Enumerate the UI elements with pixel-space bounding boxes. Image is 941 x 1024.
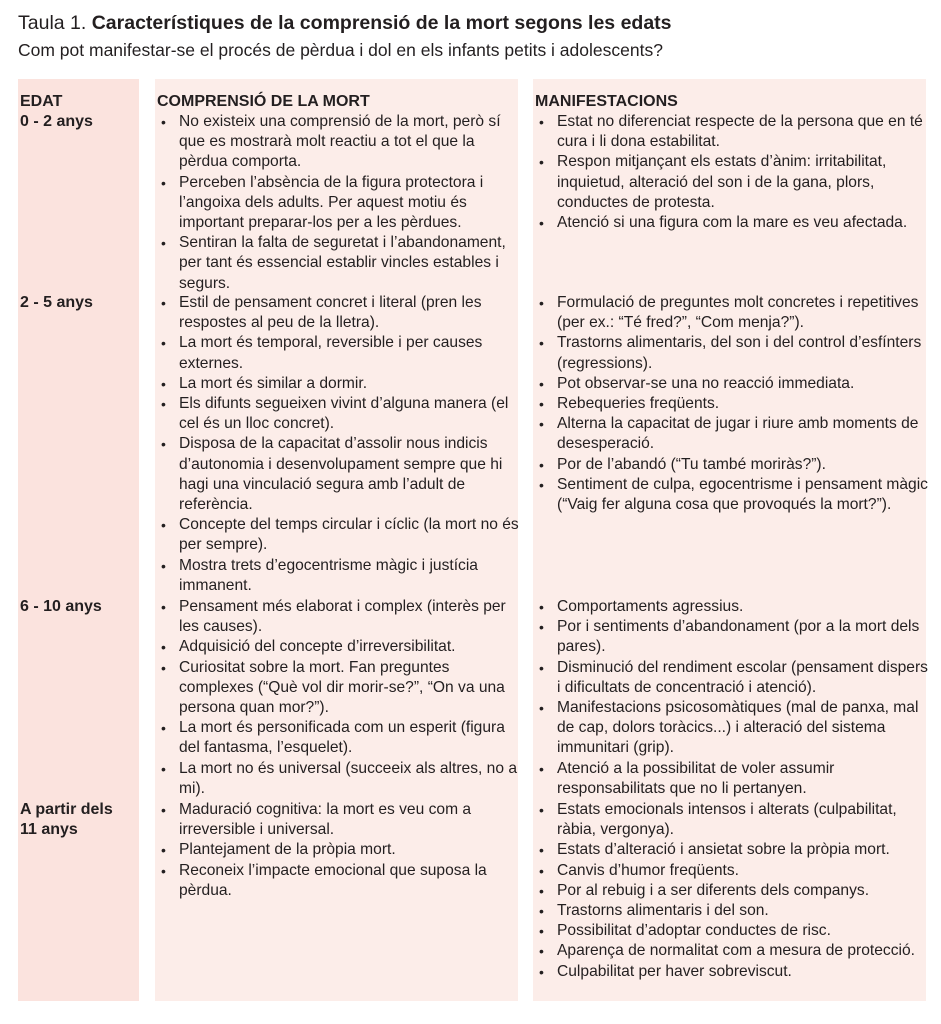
list-item: • Canvis d’humor freqüents. [535,861,930,881]
list-item: • Mostra trets d’egocentrisme màgic i justícia immanent. [157,556,519,596]
list-item: • Atenció a la possibilitat de voler assumir responsabilitats que no li pertanyen. [535,759,930,799]
age-label: 0 - 2 anys [20,113,93,130]
list-item: • La mort és temporal, reversible i per causes externes. [157,333,519,373]
table-subtitle: Com pot manifestar-se el procés de pèrdua i dol en els infants petits i adolescents? [18,40,663,60]
list-item: • Maduració cognitiva: la mort es veu com a irreversible i universal. [157,800,519,840]
manifestations-list [535,293,930,515]
caption-label: Taula 1. [18,12,92,34]
age-label: A partir dels 11 anys [20,801,113,838]
list-item: • Estat no diferenciat respecte de la persona que en té cura i li dona estabilitat. [535,112,930,152]
list-item: • Formulació de preguntes molt concretes i repetitives (per ex.: “Té fred?”, “Com menja?”). [535,293,930,333]
list-item: • Disminució del rendiment escolar (pensament dispers i dificultats de concentració i atenció). [535,658,930,698]
list-item: • Trastorns alimentaris i del son. [535,901,930,921]
comprehension-list [157,800,519,901]
comprehension-list [157,293,519,596]
list-item: • Trastorns alimentaris, del son i del control d’esfínters (regressions). [535,333,930,373]
list-item: • Els difunts segueixen vivint d’alguna manera (el cel és un lloc concret). [157,394,519,434]
list-item: • Disposa de la capacitat d’assolir nous indicis d’autonomia i desenvolupament sempre que hi hagi una vinculació segura amb l’adult de referència. [157,434,519,515]
list-item: • Possibilitat d’adoptar conductes de risc. [535,921,930,941]
list-item: • Estats d’alteració i ansietat sobre la pròpia mort. [535,840,930,860]
list-item: • Concepte del temps circular i cíclic (la mort no és per sempre). [157,515,519,555]
list-item: • Curiositat sobre la mort. Fan preguntes complexes (“Què vol dir morir-se?”, “On va una persona quan mor?”). [157,658,519,719]
list-item: • Pot observar-se una no reacció immediata. [535,374,930,394]
list-item: • Respon mitjançant els estats d’ànim: irritabilitat, inquietud, alteració del son i de la gana, plors, conductes de protesta. [535,152,930,213]
list-item: • La mort és similar a dormir. [157,374,519,394]
list-item: • Adquisició del concepte d’irreversibilitat. [157,637,519,657]
table-caption [18,10,672,36]
list-item: • Reconeix l’impacte emocional que suposa la pèrdua. [157,861,519,901]
age-label: 6 - 10 anys [20,598,102,615]
list-item: • Atenció si una figura com la mare es veu afectada. [535,213,930,233]
list-item: • Sentiment de culpa, egocentrisme i pensament màgic (“Vaig fer alguna cosa que provoqués la mort?”). [535,475,930,515]
header-age: EDAT [20,93,63,110]
list-item: • Pensament més elaborat i complex (interès per les causes). [157,597,519,637]
list-item: • Comportaments agressius. [535,597,930,617]
age-column-background [18,79,139,1001]
list-item: • Por de l’abandó (“Tu també moriràs?”). [535,455,930,475]
list-item: • Alterna la capacitat de jugar i riure amb moments de desesperació. [535,414,930,454]
manifestations-list [535,112,930,233]
age-label: 2 - 5 anys [20,294,93,311]
caption-title: Característiques de la comprensió de la mort segons les edats [91,12,672,34]
list-item: • Por al rebuig i a ser diferents dels companys. [535,881,930,901]
header-manifestations: MANIFESTACIONS [535,93,678,110]
comprehension-list [157,597,519,799]
list-item: • Perceben l’absència de la figura protectora i l’angoixa dels adults. Per aquest motiu és important preparar-los per a les pèrdues. [157,173,519,234]
list-item: • Plantejament de la pròpia mort. [157,840,519,860]
list-item: • Por i sentiments d’abandonament (por a la mort dels pares). [535,617,930,657]
list-item: • La mort és personificada com un esperit (figura del fantasma, l’esquelet). [157,718,519,758]
list-item: • No existeix una comprensió de la mort, però sí que es mostrarà molt reactiu a tot el que la pèrdua comporta. [157,112,519,173]
list-item: • Manifestacions psicosomàtiques (mal de panxa, mal de cap, dolors toràcics...) i alteració del sistema immunitari (grip). [535,698,930,759]
list-item: • Estats emocionals intensos i alterats (culpabilitat, ràbia, vergonya). [535,800,930,840]
manifestations-list [535,800,930,982]
list-item: • Culpabilitat per haver sobreviscut. [535,962,930,982]
comprehension-list [157,112,519,294]
list-item: • La mort no és universal (succeeix als altres, no a mi). [157,759,519,799]
header-comprehension: COMPRENSIÓ DE LA MORT [157,93,370,110]
list-item: • Rebequeries freqüents. [535,394,930,414]
list-item: • Sentiran la falta de seguretat i l’abandonament, per tant és essencial establir vincles estables i segurs. [157,233,519,294]
manifestations-list [535,597,930,799]
list-item: • Aparença de normalitat com a mesura de protecció. [535,941,930,961]
list-item: • Estil de pensament concret i literal (pren les respostes al peu de la lletra). [157,293,519,333]
